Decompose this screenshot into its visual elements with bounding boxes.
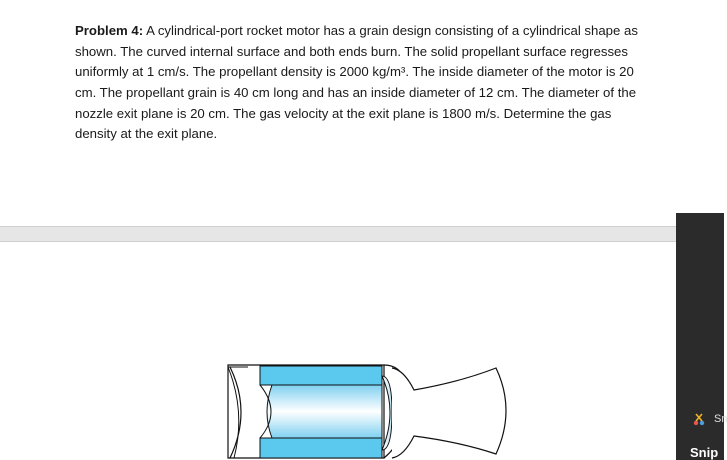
problem-statement: [75, 21, 653, 145]
document-page-upper: [0, 0, 724, 226]
problem-heading: Problem 4:: [75, 23, 144, 39]
propellant-grain-bottom: [260, 438, 382, 458]
snip-label[interactable]: Snip: [690, 445, 719, 460]
nozzle: [392, 368, 506, 458]
snip-tool-partial-text[interactable]: Sn: [714, 413, 727, 425]
snip-side-panel[interactable]: [676, 213, 727, 460]
rocket-motor-figure: [0, 242, 676, 460]
scissors-icon[interactable]: [692, 413, 706, 427]
page-separator: [0, 226, 676, 242]
problem-body: A cylindrical-port rocket motor has a grain design consisting of a cylindrical shape as shown. The curved internal surface and both ends burn. The solid propellant surface regresses uniformly at 1 cm/s. The propellant density is 2000 kg/m³. The inside diameter of the motor is 20 cm. The propellant grain is 40 cm long and has an inside diameter of 12 cm. The diameter of the nozzle exit plane is 20 cm. The gas velocity at the exit plane is 1800 m/s. Determine the gas density at the exit plane.: [75, 23, 638, 142]
grain-port: [267, 385, 382, 438]
propellant-grain-top: [260, 366, 382, 385]
document-page-lower: [0, 242, 676, 460]
